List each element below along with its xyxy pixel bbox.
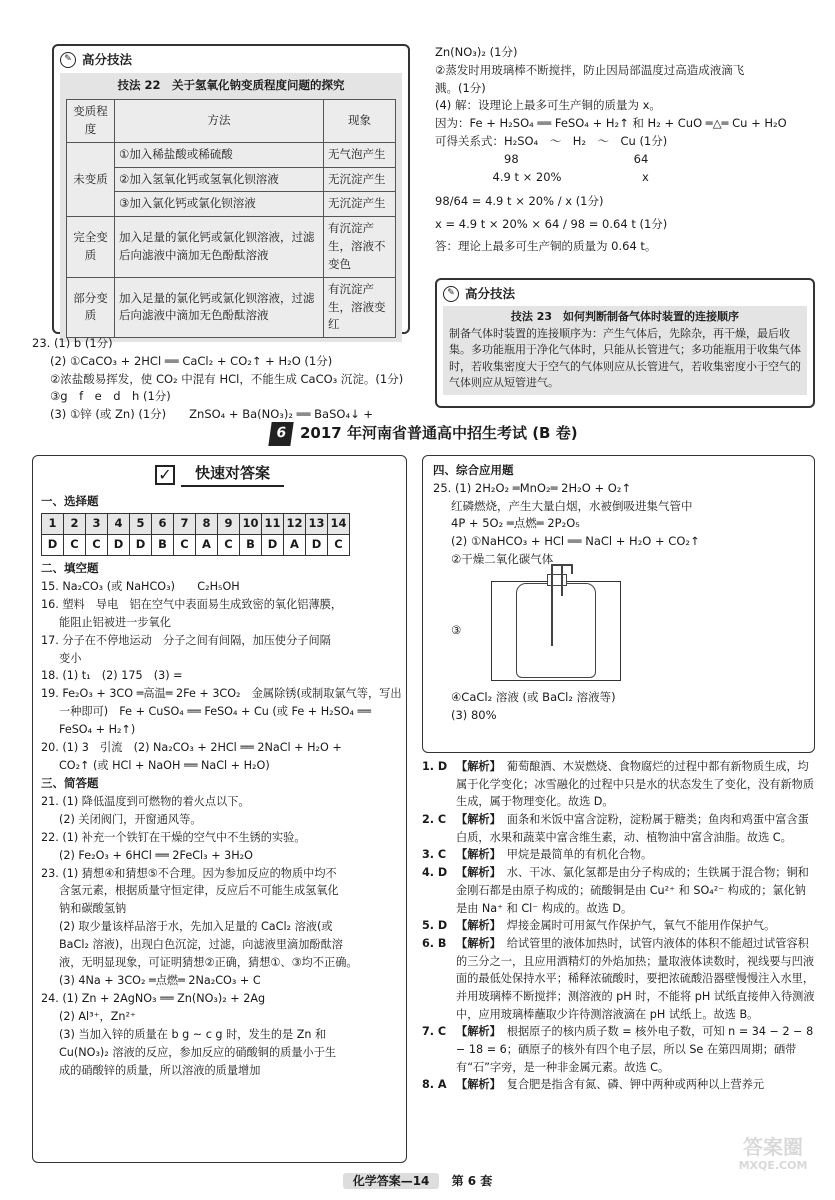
section-heading: 四、综合应用题 bbox=[433, 463, 514, 477]
fill-answers bbox=[41, 578, 402, 775]
text-line: Zn(NO₃)₂ (1分) bbox=[435, 45, 518, 59]
text-line: 液，无明显现象，可证明猜想②正确，猜想①、③均不正确。 bbox=[59, 956, 358, 970]
analysis-keyword: 【解析】 bbox=[456, 866, 501, 880]
apparatus-diagram bbox=[491, 581, 621, 681]
explanation-item bbox=[422, 1023, 815, 1076]
analysis-text: 甲烷是最简单的有机化合物。 bbox=[506, 848, 653, 862]
answer-value-cell: D bbox=[108, 535, 130, 556]
answer-number-cell: 8 bbox=[196, 514, 218, 535]
explanations bbox=[422, 758, 815, 1094]
answer-value-cell: D bbox=[262, 535, 284, 556]
answer-value-cell: B bbox=[240, 535, 262, 556]
tip22-header: ✎ 高分技法 bbox=[60, 50, 402, 69]
pen-icon: ✎ bbox=[60, 52, 76, 68]
footer-label: 化学答案—14 bbox=[343, 1173, 440, 1189]
text-line: ③g f e d h (1分) bbox=[50, 389, 171, 404]
text-line: 变小 bbox=[59, 651, 82, 665]
analysis-keyword: 【解析】 bbox=[456, 1025, 501, 1039]
analysis-text: 水、干冰、氯化氢都是由分子构成的；生铁属于混合物；铜和金刚石都是由原子构成的；硫酸铜是由 Cu²⁺ 和 SO₄²⁻ 构成的；氯化钠是由 Na⁺ 和 Cl⁻ 构成的。故选 D。 bbox=[456, 866, 809, 915]
text-line: 4P + 5O₂ ═点燃═ 2P₂O₅ bbox=[451, 516, 580, 531]
text-line: 98/64 = 4.9 t × 20% / x (1分) bbox=[435, 193, 604, 208]
answer-tag: 7. C bbox=[422, 1025, 447, 1039]
answer-value-cell: C bbox=[64, 535, 86, 556]
answer-value-cell: D bbox=[306, 535, 328, 556]
text-line: Cu(NO₃)₂ 溶液的反应，参加反应的硝酸铜的质量小于生 bbox=[59, 1045, 337, 1059]
analysis-text: 根据原子的核内质子数 = 核外电子数，可知 n = 34 − 2 − 8 − 18 = 6；硒原子的核外有四个电子层，所以 Se 在第四周期；硒带有“石”字旁，是一种非金属元素。故选 C。 bbox=[456, 1025, 814, 1074]
explanation-text bbox=[456, 935, 815, 1023]
section-heading: 三、简答题 bbox=[41, 776, 99, 791]
analysis-keyword: 【解析】 bbox=[456, 848, 501, 862]
answer-table bbox=[41, 513, 350, 556]
text-line: 因为：Fe + H₂SO₄ ══ FeSO₄ + H₂↑ 和 H₂ + CuO ═△═ Cu + H₂O bbox=[435, 116, 787, 131]
analysis-keyword: 【解析】 bbox=[456, 919, 501, 933]
page-footer bbox=[0, 1172, 835, 1191]
text-line: 钠和碳酸氢钠 bbox=[59, 902, 127, 916]
footer-set: 第 6 套 bbox=[451, 1174, 493, 1188]
answer-value-cell: C bbox=[218, 535, 240, 556]
answer-value-cell: C bbox=[86, 535, 108, 556]
analysis-keyword: 【解析】 bbox=[456, 813, 501, 827]
text-line: (2) Al³⁺，Zn²⁺ bbox=[59, 1009, 136, 1023]
table-cell: 部分变质 bbox=[67, 277, 115, 337]
explanation-text bbox=[456, 811, 815, 846]
answer-number-cell: 12 bbox=[284, 514, 306, 535]
text-line: (3) 当加入锌的质量在 b g ~ c g 时，发生的是 Zn 和 bbox=[59, 1027, 327, 1041]
text-line: (3) 4Na + 3CO₂ ═点燃═ 2Na₂CO₃ + C bbox=[59, 974, 261, 988]
tip23-header: ✎ 高分技法 bbox=[443, 284, 807, 303]
text-line: 21. (1) 降低温度到可燃物的着火点以下。 bbox=[41, 794, 250, 808]
comprehensive-box bbox=[422, 455, 815, 753]
explanation-item bbox=[422, 917, 815, 935]
explanation-text bbox=[456, 758, 815, 811]
tip22-table bbox=[66, 99, 396, 338]
answer-number-cell: 9 bbox=[218, 514, 240, 535]
text-line: (4) 解：设理论上最多可生产铜的质量为 x。 bbox=[435, 98, 661, 113]
diagram-label: ③ bbox=[451, 622, 462, 637]
analysis-text: 焊接金属时可用氮气作保护气，氧气不能用作保护气。 bbox=[506, 919, 776, 933]
answer-number-cell: 7 bbox=[174, 514, 196, 535]
tip23-title: 技法 23 如何判断制备气体时装置的连接顺序 bbox=[510, 310, 740, 324]
gas-bottle-icon bbox=[516, 583, 596, 678]
answer-tag: 4. D bbox=[422, 866, 448, 880]
text-line: (3) ①锌 (或 Zn) (1分) ZnSO₄ + Ba(NO₃)₂ ══ BaSO₄↓ + bbox=[50, 407, 373, 422]
text-line: 25. (1) 2H₂O₂ ═MnO₂═ 2H₂O + O₂↑ bbox=[433, 480, 632, 495]
explanation-item bbox=[422, 1076, 815, 1094]
pen-icon: ✎ bbox=[443, 286, 459, 302]
exam-number: 6 bbox=[268, 422, 293, 446]
quick-title: ✓ 快速对答案 bbox=[41, 462, 398, 487]
table-cell: ②加入氢氧化钙或氢氧化钡溶液 bbox=[115, 167, 324, 192]
text-line: 23. (1) b (1分) bbox=[32, 336, 113, 350]
table-header: 方法 bbox=[115, 100, 324, 143]
answer-tag: 3. C bbox=[422, 848, 447, 862]
text-line: 18. (1) t₁ (2) 175 (3) = bbox=[41, 669, 183, 683]
short-answers bbox=[41, 793, 398, 1080]
text-line: 含氢元素，根据质量守恒定律，反应后不可能生成氢氧化 bbox=[59, 884, 339, 898]
answer-number-cell: 6 bbox=[152, 514, 174, 535]
section-heading: 一、选择题 bbox=[41, 494, 99, 509]
answer-value-cell: A bbox=[284, 535, 306, 556]
text-line: 可得关系式：H₂SO₄ ～ H₂ ～ Cu (1分) bbox=[435, 134, 668, 149]
text-line: 98 64 bbox=[435, 151, 649, 166]
answer-tag: 1. D bbox=[422, 760, 448, 773]
section-heading: 二、填空题 bbox=[41, 561, 99, 576]
analysis-text: 面条和米饭中富含淀粉，淀粉属于糖类；鱼肉和鸡蛋中富含蛋白质，水果和蔬菜中富含维生素，动、植物油中富含油脂。故选 C。 bbox=[456, 813, 809, 844]
answer-tag: 8. A bbox=[422, 1078, 447, 1092]
explanation-text bbox=[456, 1023, 815, 1076]
text-line: 20. (1) 3 引流 (2) Na₂CO₃ + 2HCl ══ 2NaCl + H₂O + bbox=[41, 741, 342, 755]
table-cell: 加入足量的氯化钙或氯化钡溶液，过滤后向滤液中滴加无色酚酞溶液 bbox=[115, 217, 324, 277]
table-cell: 完全变质 bbox=[67, 217, 115, 277]
text-line: BaCl₂ 溶液)，出现白色沉淀，过滤，向滤液里滴加酚酞溶 bbox=[59, 938, 343, 952]
table-header: 现象 bbox=[324, 100, 396, 143]
explanation-item bbox=[422, 935, 815, 1023]
table-cell: ③加入氯化钙或氯化钡溶液 bbox=[115, 192, 324, 217]
answer-value-cell: D bbox=[130, 535, 152, 556]
text-line: ②蒸发时用玻璃棒不断搅拌，防止因局部温度过高造成液滴飞 bbox=[435, 62, 745, 77]
table-cell: 加入足量的氯化钙或氯化钡溶液，过滤后向滤液中滴加无色酚酞溶液 bbox=[115, 277, 324, 337]
explanation-item bbox=[422, 811, 815, 846]
text-line: ④CaCl₂ 溶液 (或 BaCl₂ 溶液等) bbox=[451, 689, 616, 704]
answer-value-cell: C bbox=[328, 535, 350, 556]
analysis-keyword: 【解析】 bbox=[456, 936, 501, 950]
text-line: 15. Na₂CO₃ (或 NaHCO₃) C₂H₅OH bbox=[41, 579, 240, 593]
text-line: 19. Fe₂O₃ + 3CO ═高温═ 2Fe + 3CO₂ 金属除锈(或制取氯气等，写出 bbox=[41, 687, 402, 701]
answer-number-cell: 5 bbox=[130, 514, 152, 535]
explanation-text bbox=[456, 846, 652, 864]
analysis-text: 给试管里的液体加热时，试管内液体的体积不能超过试管容积的三分之一，且应用酒精灯的外焰加热；量取液体读数时，视线要与凹液面的最低处保持水平；稀释浓硫酸时，要把浓硫酸沿器壁慢慢注入水里，并用玻璃棒不断搅拌；测溶液的 pH 时，不能将 pH 试纸直接伸入待测液中，应用玻璃棒蘸取少许待测溶液滴在 pH 试纸上。故选 B。 bbox=[456, 936, 815, 1021]
tip23-box bbox=[435, 278, 815, 408]
table-cell: 有沉淀产生，溶液不变色 bbox=[324, 217, 396, 277]
analysis-keyword: 【解析】 bbox=[456, 1078, 501, 1092]
table-cell: 有沉淀产生，溶液变红 bbox=[324, 277, 396, 337]
tip22-box bbox=[52, 44, 410, 334]
text-line: FeSO₄ + H₂↑) bbox=[59, 723, 136, 737]
answer-value-cell: C bbox=[174, 535, 196, 556]
answer-number-cell: 10 bbox=[240, 514, 262, 535]
text-line: 一种即可) Fe + CuSO₄ ══ FeSO₄ + Cu (或 Fe + H₂SO₄ ══ bbox=[59, 705, 372, 719]
table-cell: 无沉淀产生 bbox=[324, 167, 396, 192]
text-line: 溅。(1分) bbox=[435, 80, 486, 95]
text-line: 23. (1) 猜想④和猜想⑤不合理。因为参加反应的物质中均不 bbox=[41, 866, 337, 880]
explanation-item bbox=[422, 846, 815, 864]
text-line: (2) 取少量该样品溶于水，先加入足量的 CaCl₂ 溶液(或 bbox=[59, 920, 333, 934]
tip22-panel bbox=[60, 73, 402, 342]
text-line: 答：理论上最多可生产铜的质量为 0.64 t。 bbox=[435, 239, 657, 254]
text-line: 17. 分子在不停地运动 分子之间有间隔，加压使分子间隔 bbox=[41, 633, 331, 647]
table-cell: 未变质 bbox=[67, 142, 115, 216]
text-line: CO₂↑ (或 HCl + NaOH ══ NaCl + H₂O) bbox=[59, 759, 270, 773]
text-line: 22. (1) 补充一个铁钉在干燥的空气中不生锈的实验。 bbox=[41, 830, 306, 844]
answer-tag: 2. C bbox=[422, 813, 447, 827]
text-line: 能阻止铝被进一步氧化 bbox=[59, 615, 171, 629]
text-line: ②浓盐酸易挥发，使 CO₂ 中混有 HCl，不能生成 CaCO₃ 沉淀。(1分) bbox=[50, 371, 404, 386]
answer-number-cell: 3 bbox=[86, 514, 108, 535]
explanation-text bbox=[456, 864, 815, 917]
text-line: 红磷燃烧，产生大量白烟，水被倒吸进集气管中 bbox=[451, 498, 693, 513]
answer-value-cell: B bbox=[152, 535, 174, 556]
explanation-item bbox=[422, 758, 815, 811]
text-line: (2) Fe₂O₃ + 6HCl ══ 2FeCl₃ + 3H₂O bbox=[59, 848, 253, 862]
answer-number-cell: 1 bbox=[42, 514, 64, 535]
text-line: 4.9 t × 20% x bbox=[435, 169, 649, 184]
text-line: (2) ①CaCO₃ + 2HCl ══ CaCl₂ + CO₂↑ + H₂O (1分) bbox=[50, 353, 333, 368]
text-line: 成的硝酸锌的质量，所以溶液的质量增加 bbox=[59, 1063, 261, 1077]
answer-number-cell: 11 bbox=[262, 514, 284, 535]
exam-title: 2017 年河南省普通高中招生考试 (B 卷) bbox=[300, 424, 578, 443]
explanation-item bbox=[422, 864, 815, 917]
analysis-keyword: 【解析】 bbox=[456, 760, 501, 773]
tip23-body: 制备气体时装置的连接顺序为：产生气体后，先除杂，再干燥，最后收集。多功能瓶用于净化气体时，只能从长管进气；多功能瓶用于收集气体时，若收集密度大于空气的气体则应从长管进气，若收集密度小于空气的气体则应从短管进气。 bbox=[449, 326, 801, 390]
answer-value-cell: D bbox=[42, 535, 64, 556]
answer-tag: 5. D bbox=[422, 919, 448, 933]
explanation-text bbox=[456, 1076, 764, 1094]
answer-number-cell: 4 bbox=[108, 514, 130, 535]
table-cell: ①加入稀盐酸或稀硫酸 bbox=[115, 142, 324, 167]
text-line: x = 4.9 t × 20% × 64 / 98 = 0.64 t (1分) bbox=[435, 217, 668, 232]
tip22-title: 技法 22 关于氢氧化钠变质程度问题的探究 bbox=[117, 78, 345, 93]
answer-tag: 6. B bbox=[422, 936, 447, 950]
analysis-text: 复合肥是指含有氮、磷、钾中两种或两种以上营养元 bbox=[506, 1078, 765, 1092]
text-line: (3) 80% bbox=[451, 707, 497, 722]
watermark-logo: 答案圈 MXQE.COM bbox=[738, 1135, 808, 1172]
explanation-text bbox=[456, 917, 775, 935]
answer-number-cell: 2 bbox=[64, 514, 86, 535]
quick-answers-box bbox=[32, 455, 407, 1163]
right-top-block bbox=[435, 44, 815, 256]
analysis-text: 葡萄酿酒、木炭燃烧、食物腐烂的过程中都有新物质生成，均属于化学变化；冰雪融化的过程中只是水的状态发生了变化，没有新物质生成，属于物理变化。故选 D。 bbox=[456, 760, 815, 809]
table-cell: 无气泡产生 bbox=[324, 142, 396, 167]
answer-number-cell: 14 bbox=[328, 514, 350, 535]
answer-number-cell: 13 bbox=[306, 514, 328, 535]
table-header: 变质程度 bbox=[67, 100, 115, 143]
q23-top-block bbox=[32, 335, 422, 424]
checkmark-icon: ✓ bbox=[155, 465, 175, 485]
exam-title-bar bbox=[270, 420, 590, 448]
text-line: 24. (1) Zn + 2AgNO₃ ══ Zn(NO₃)₂ + 2Ag bbox=[41, 991, 266, 1005]
text-line: ②干燥二氧化碳气体 bbox=[451, 552, 554, 567]
text-line: (2) 关闭阀门，开窗通风等。 bbox=[59, 812, 202, 826]
table-cell: 无沉淀产生 bbox=[324, 192, 396, 217]
tip23-panel bbox=[443, 306, 807, 395]
text-line: (2) ①NaHCO₃ + HCl ══ NaCl + H₂O + CO₂↑ bbox=[451, 534, 700, 549]
text-line: 16. 塑料 导电 铝在空气中表面易生成致密的氧化铝薄膜， bbox=[41, 597, 343, 611]
answer-value-cell: A bbox=[196, 535, 218, 556]
